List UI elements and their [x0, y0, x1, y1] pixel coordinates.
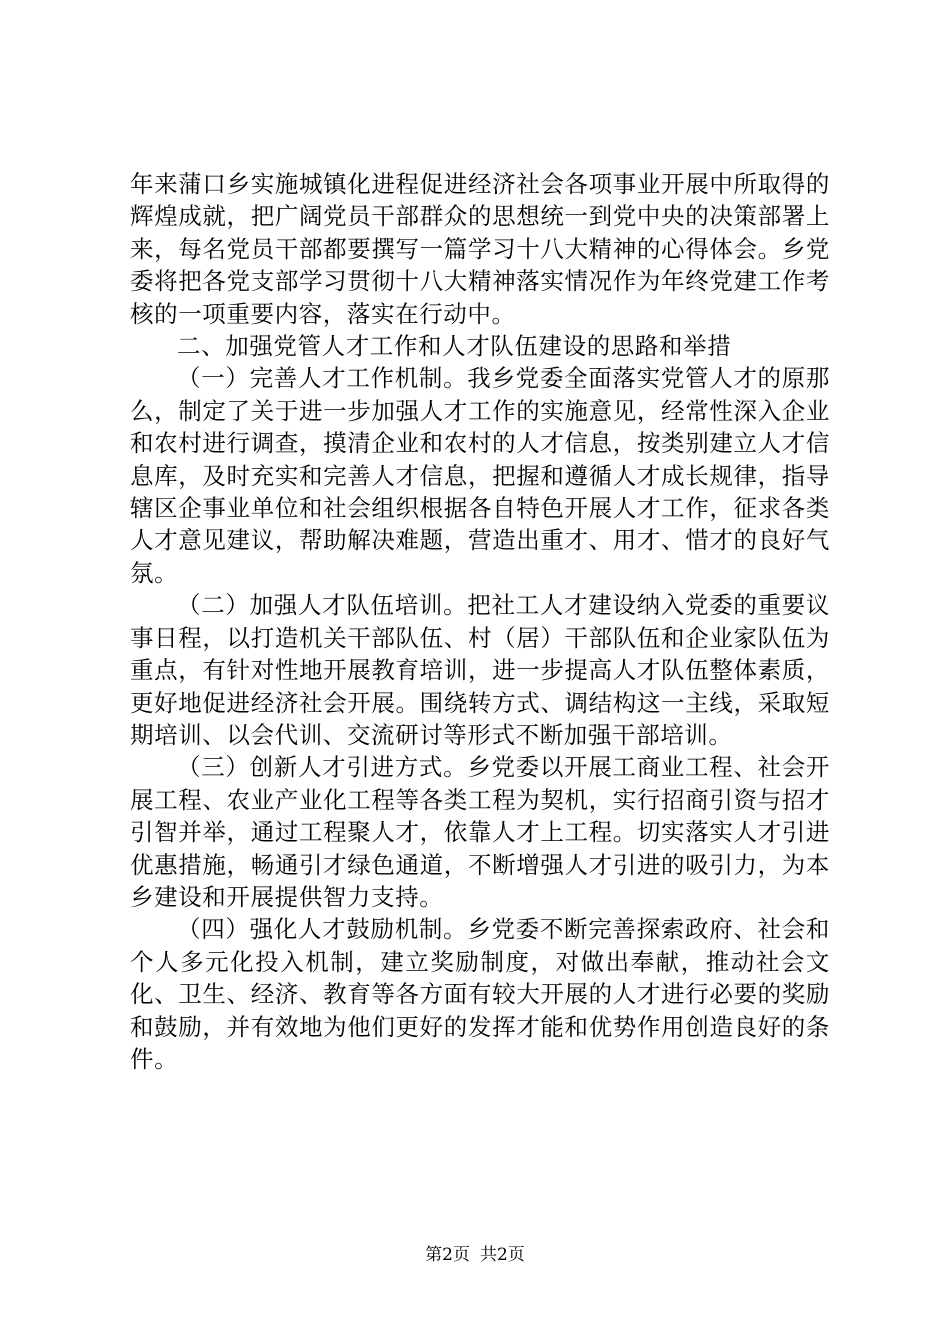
- page-total: 共2页: [480, 1245, 525, 1265]
- page-number: 第2页: [425, 1245, 470, 1265]
- section-heading: 二、加强党管人才工作和人才队伍建设的思路和举措: [177, 332, 732, 361]
- paragraph-talent-introduction: （三）创新人才引进方式。乡党委以开展工商业工程、社会开展工程、农业产业化工程等各类工程为契机，实行招商引资与招才引智并举，通过工程聚人才，依靠人才上工程。切实落实人才引进优惠措施，畅通引才绿色通道，不断增强人才引进的吸引力，为本乡建设和开展提供智力支持。: [130, 753, 830, 911]
- page-footer: [0, 1244, 950, 1266]
- document-body: [130, 168, 830, 1075]
- paragraph-continuation: 年来蒲口乡实施城镇化进程促进经济社会各项事业开展中所取得的辉煌成就，把广阔党员干部群众的思想统一到党中央的决策部署上来，每名党员干部都要撰写一篇学习十八大精神的心得体会。乡党委将把各党支部学习贯彻十八大精神落实情况作为年终党建工作考核的一项重要内容，落实在行动中。: [130, 170, 830, 328]
- paragraph-talent-training: （二）加强人才队伍培训。把社工人才建设纳入党委的重要议事日程，以打造机关干部队伍、村（居）干部队伍和企业家队伍为重点，有针对性地开展教育培训，进一步提高人才队伍整体素质，更好地促进经济社会开展。围绕转方式、调结构这一主线，采取短期培训、以会代训、交流研讨等形式不断加强干部培训。: [130, 591, 830, 749]
- paragraph-talent-mechanism: （一）完善人才工作机制。我乡党委全面落实党管人才的原那么，制定了关于进一步加强人才工作的实施意见，经常性深入企业和农村进行调查，摸清企业和农村的人才信息，按类别建立人才信息库，及时充实和完善人才信息，把握和遵循人才成长规律，指导辖区企事业单位和社会组织根据各自特色开展人才工作，征求各类人才意见建议，帮助解决难题，营造出重才、用才、惜才的良好气氛。: [130, 364, 830, 587]
- paragraph-talent-incentive: （四）强化人才鼓励机制。乡党委不断完善探索政府、社会和个人多元化投入机制，建立奖励制度，对做出奉献，推动社会文化、卫生、经济、教育等各方面有较大开展的人才进行必要的奖励和鼓励，并有效地为他们更好的发挥才能和优势作用创造良好的条件。: [130, 915, 830, 1073]
